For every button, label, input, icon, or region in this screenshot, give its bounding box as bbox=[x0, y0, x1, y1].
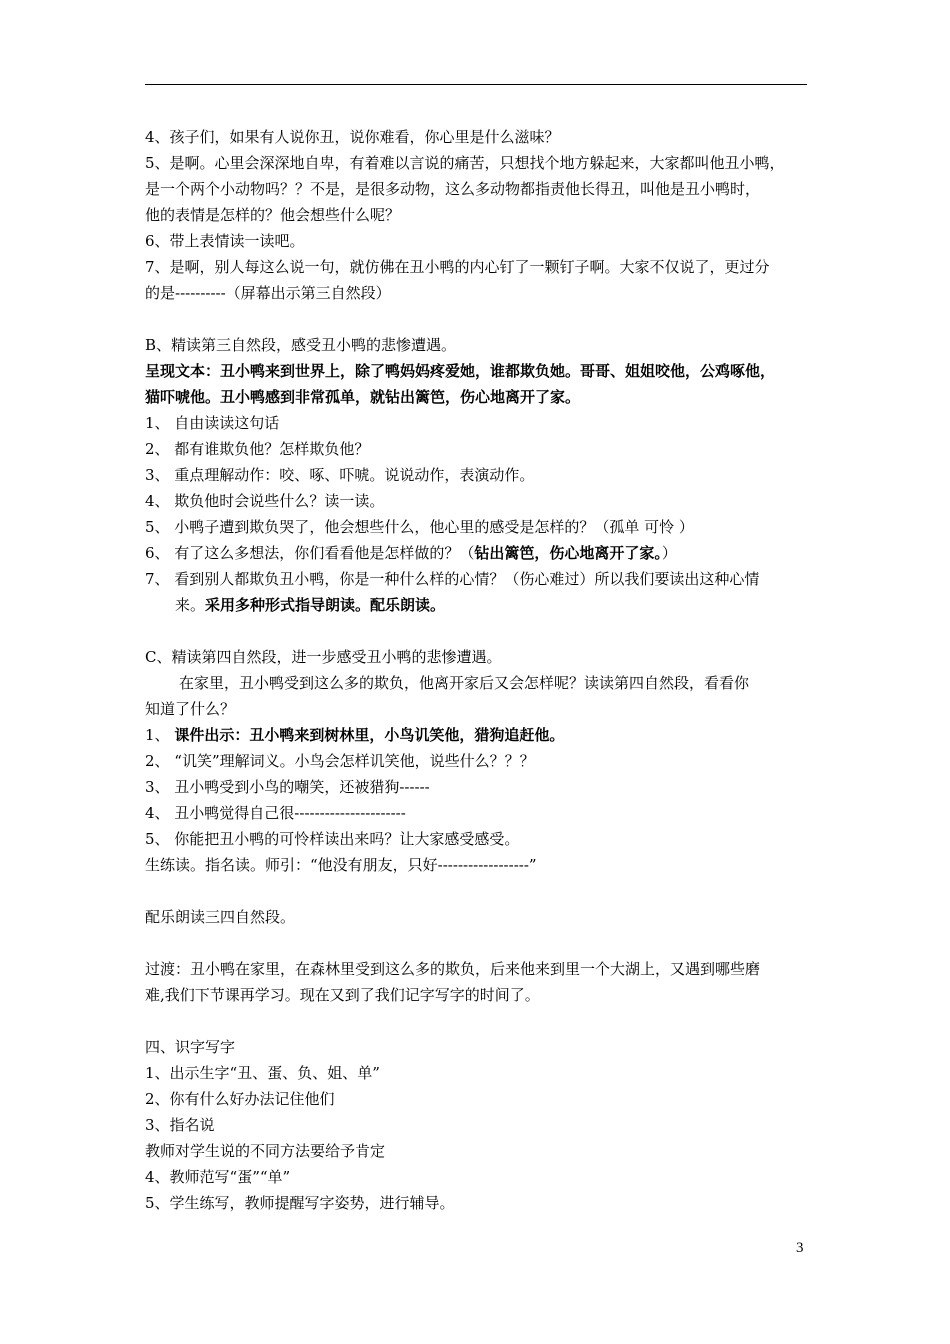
list-item: 3、 丑小鸭受到小鸟的嘲笑，还被猎狗------ bbox=[145, 778, 430, 796]
presented-text: 猫吓唬他。丑小鸭感到非常孤单，就钻出篱笆，伤心地离开了家。 bbox=[145, 388, 581, 406]
blank-line bbox=[145, 306, 815, 332]
list-item: 7、 看到别人都欺负丑小鸭，你是一种什么样的心情？（伤心难过）所以我们要读出这种心情 bbox=[145, 570, 760, 588]
text-line: 4、孩子们，如果有人说你丑，说你难看，你心里是什么滋味？ bbox=[145, 128, 560, 146]
list-item: 4、 欺负他时会说些什么？读一读。 bbox=[145, 492, 385, 510]
blank-line bbox=[145, 1008, 815, 1034]
list-item: 2、 “讥笑”理解词义。小鸟会怎样讥笑他，说些什么？？？ bbox=[145, 752, 535, 770]
list-item-emphasis: 课件出示：丑小鸭来到树林里，小鸟讥笑他，猎狗追赶他。 bbox=[174, 726, 565, 744]
transition-line: 难,我们下节课再学习。现在又到了我们记字写字的时间了。 bbox=[145, 986, 540, 1004]
text-line: 7、是啊，别人每这么说一句，就仿佛在丑小鸭的内心钉了一颗钉子啊。大家不仅说了，更过分 bbox=[145, 258, 770, 276]
blank-line bbox=[145, 618, 815, 644]
list-item: 5、 小鸭子遭到欺负哭了，他会想些什么，他心里的感受是怎样的？（孤单 可怜 ） bbox=[145, 518, 694, 536]
header-rule bbox=[145, 84, 807, 85]
list-item-emphasis: 钻出篱笆，伤心地离开了家。 bbox=[474, 544, 662, 562]
text-line: 是一个两个小动物吗？？不是，是很多动物，这么多动物都指责他长得丑，叫他是丑小鸭时， bbox=[145, 180, 761, 198]
section-heading-four: 四、识字写字 bbox=[145, 1038, 236, 1056]
list-item: 5、 你能把丑小鸭的可怜样读出来吗？让大家感受感受。 bbox=[145, 830, 520, 848]
text-line: 他的表情是怎样的？他会想些什么呢？ bbox=[145, 206, 401, 224]
list-item: 2、你有什么好办法记住他们 bbox=[145, 1090, 335, 1108]
list-item: 3、指名说 bbox=[145, 1116, 215, 1134]
list-item-continued bbox=[145, 592, 815, 618]
paragraph-line: 知道了什么？ bbox=[145, 700, 236, 718]
text-line: 的是----------（屏幕出示第三自然段） bbox=[145, 284, 391, 302]
text-line: 5、是啊。心里会深深地自卑，有着难以言说的痛苦，只想找个地方躲起来，大家都叫他丑小鸭， bbox=[145, 154, 785, 172]
list-item bbox=[145, 722, 815, 748]
document-body bbox=[145, 124, 815, 1216]
text-line: 配乐朗读三四自然段。 bbox=[145, 908, 296, 926]
list-item: 4、教师范写“蛋”“单” bbox=[145, 1168, 291, 1186]
list-item-text: 1、 bbox=[145, 726, 175, 744]
list-item: 2、 都有谁欺负他？怎样欺负他？ bbox=[145, 440, 370, 458]
list-item: 3、 重点理解动作：咬、啄、吓唬。说说动作，表演动作。 bbox=[145, 466, 535, 484]
text-line: 生练读。指名读。师引：“他没有朋友，只好------------------” bbox=[145, 856, 537, 874]
text-line: 6、带上表情读一读吧。 bbox=[145, 232, 305, 250]
section-heading-b: B、精读第三自然段，感受丑小鸭的悲惨遭遇。 bbox=[145, 336, 457, 354]
list-item-text: 来。 bbox=[175, 596, 206, 614]
page-number: 3 bbox=[796, 1240, 804, 1256]
paragraph-line: 在家里，丑小鸭受到这么多的欺负，他离开家后又会怎样呢？读读第四自然段，看看你 bbox=[179, 674, 750, 692]
list-item bbox=[145, 540, 815, 566]
blank-line bbox=[145, 930, 815, 956]
blank-line bbox=[145, 878, 815, 904]
list-item-text: ） bbox=[661, 544, 677, 562]
list-item: 1、 自由读读这句话 bbox=[145, 414, 280, 432]
text-line: 教师对学生说的不同方法要给予肯定 bbox=[145, 1142, 386, 1160]
list-item-emphasis: 采用多种形式指导朗读。配乐朗读。 bbox=[205, 596, 446, 614]
list-item-text: 6、 有了这么多想法，你们看看他是怎样做的？（ bbox=[145, 544, 475, 562]
section-heading-c: C、精读第四自然段，进一步感受丑小鸭的悲惨遭遇。 bbox=[145, 648, 502, 666]
list-item: 4、 丑小鸭觉得自己很---------------------- bbox=[145, 804, 406, 822]
list-item: 1、出示生字“丑、蛋、负、姐、单” bbox=[145, 1064, 380, 1082]
list-item: 5、学生练写，教师提醒写字姿势，进行辅导。 bbox=[145, 1194, 455, 1212]
presented-text: 呈现文本：丑小鸭来到世界上，除了鸭妈妈疼爱她，谁都欺负她。哥哥、姐姐咬他，公鸡啄他， bbox=[145, 362, 776, 380]
transition-line: 过渡：丑小鸭在家里，在森林里受到这么多的欺负，后来他来到里一个大湖上，又遇到哪些磨 bbox=[145, 960, 761, 978]
